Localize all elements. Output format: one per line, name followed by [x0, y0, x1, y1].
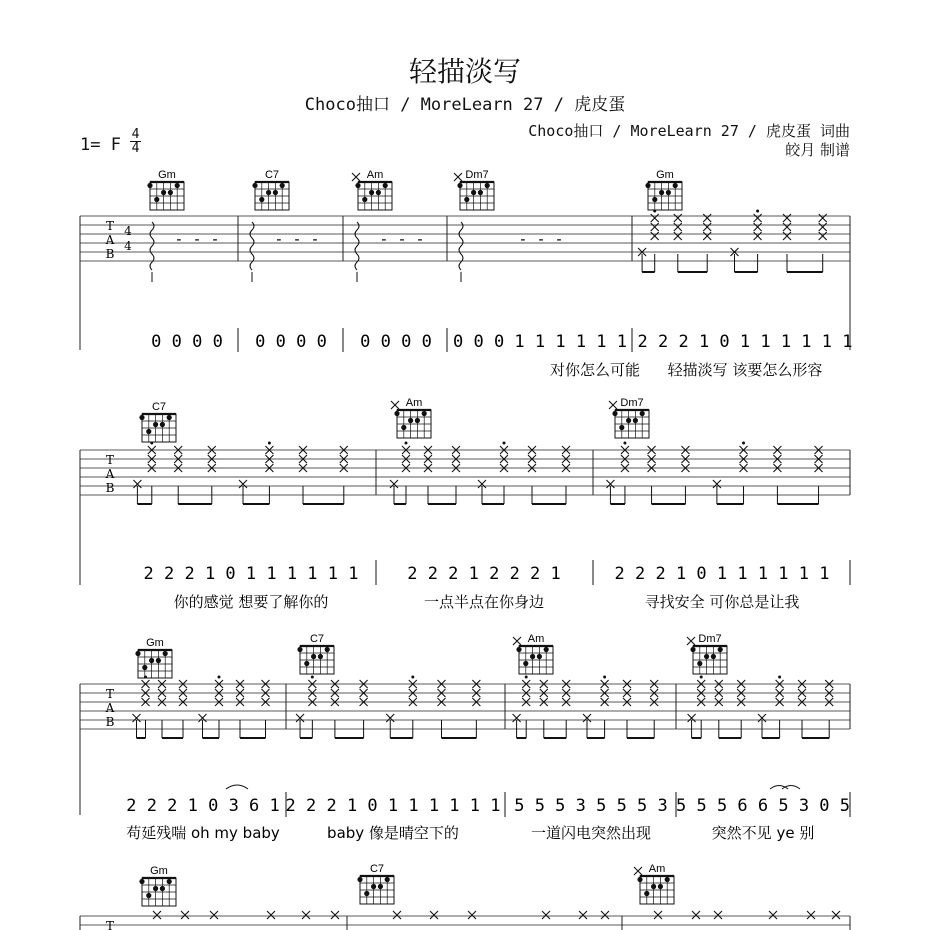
chord-finger-dot	[697, 661, 702, 666]
chord-finger-dot	[637, 877, 642, 882]
strum-x-mark	[654, 911, 662, 919]
accent-dot	[603, 676, 606, 679]
chord-finger-dot	[640, 411, 645, 416]
chord-finger-dot	[146, 429, 151, 434]
accent-dot	[405, 442, 408, 445]
strum-x-mark	[703, 214, 711, 222]
chord-finger-dot	[175, 183, 180, 188]
jianpu-bar: 5 5 5 3 5 5 5 3	[514, 796, 668, 816]
accent-dot	[778, 676, 781, 679]
strum-x-mark	[692, 911, 700, 919]
strum-x-mark	[601, 911, 609, 919]
lyric-line: 轻描淡写 该要怎么形容	[667, 361, 823, 379]
jianpu-bar: 2 2 2 1 0 1 1 1 1 1 1	[614, 564, 830, 584]
strum-x-mark	[674, 223, 682, 231]
chord-finger-dot	[478, 190, 483, 195]
strum-x-mark	[832, 911, 840, 919]
strum-x-mark	[331, 911, 339, 919]
chord-finger-dot	[537, 654, 542, 659]
tab-time-bottom: 4	[124, 239, 132, 253]
chord-finger-dot	[665, 877, 670, 882]
strum-x-mark	[513, 637, 521, 645]
jianpu-bar: 2 2 2 1 0 1 1 1 1 1 1	[637, 332, 853, 352]
strum-x-mark	[687, 637, 695, 645]
strum-x-mark	[153, 911, 161, 919]
tie-arc	[226, 785, 248, 789]
strum-x-mark	[754, 232, 762, 240]
rest-dashes: - - -	[518, 230, 564, 248]
chord-name: Gm	[656, 169, 674, 181]
tab-label-a: A	[105, 701, 115, 715]
chord-finger-dot	[378, 884, 383, 889]
jianpu-bar: 2 2 2 1 0 3 6 1	[126, 796, 280, 816]
strum-x-mark	[579, 911, 587, 919]
chord-finger-dot	[147, 183, 152, 188]
chord-finger-dot	[383, 183, 388, 188]
chord-name: Am	[405, 397, 423, 409]
strum-x-mark	[352, 173, 360, 181]
chord-finger-dot	[690, 647, 695, 652]
chord-finger-dot	[673, 183, 678, 188]
chord-finger-dot	[659, 190, 664, 195]
chord-finger-dot	[408, 418, 413, 423]
rest-dashes: - - -	[274, 230, 320, 248]
strum-x-mark	[819, 214, 827, 222]
accent-dot	[756, 210, 759, 213]
accent-dot	[144, 676, 147, 679]
tab-label-a: A	[105, 467, 115, 481]
strum-x-mark	[819, 232, 827, 240]
chord-finger-dot	[523, 661, 528, 666]
tab-label-a: A	[105, 233, 115, 247]
song-artists: Choco抽口 / MoreLearn 27 / 虎皮蛋	[304, 95, 626, 115]
chord-finger-dot	[658, 884, 663, 889]
arpeggio-wave	[355, 222, 359, 270]
jianpu-bar: 2 2 2 1 0 1 1 1 1 1 1	[143, 564, 359, 584]
chord-finger-dot	[163, 651, 168, 656]
rest-dashes: - - -	[379, 230, 425, 248]
chord-finger-dot	[311, 654, 316, 659]
accent-dot	[700, 676, 703, 679]
strum-x-mark	[634, 867, 642, 875]
tab-label-b: B	[105, 247, 115, 261]
strum-x-mark	[391, 401, 399, 409]
chord-finger-dot	[415, 418, 420, 423]
accent-dot	[525, 676, 528, 679]
tab-label-t: T	[105, 687, 115, 701]
chord-finger-dot	[168, 190, 173, 195]
chord-finger-dot	[252, 183, 257, 188]
chord-finger-dot	[146, 893, 151, 898]
strum-x-mark	[609, 401, 617, 409]
strum-x-mark	[754, 214, 762, 222]
chord-finger-dot	[139, 415, 144, 420]
tab-label-t: T	[105, 219, 115, 233]
accent-dot	[653, 210, 656, 213]
chord-finger-dot	[666, 190, 671, 195]
chord-finger-dot	[612, 411, 617, 416]
lyric-line: 寻找安全 可你总是让我	[644, 593, 800, 611]
chord-finger-dot	[485, 183, 490, 188]
chord-finger-dot	[633, 418, 638, 423]
strum-x-mark	[703, 223, 711, 231]
strum-x-mark	[674, 232, 682, 240]
chord-finger-dot	[422, 411, 427, 416]
chord-finger-dot	[266, 190, 271, 195]
chord-finger-dot	[464, 197, 469, 202]
strum-x-mark	[302, 911, 310, 919]
chord-finger-dot	[652, 197, 657, 202]
lyric-line: 对你怎么可能	[549, 361, 641, 379]
chord-finger-dot	[149, 658, 154, 663]
chord-finger-dot	[718, 647, 723, 652]
strum-x-mark	[393, 911, 401, 919]
chord-name: Gm	[150, 865, 168, 877]
chord-finger-dot	[139, 879, 144, 884]
time-signature-bottom: 4	[131, 141, 140, 156]
chord-finger-dot	[280, 183, 285, 188]
chord-finger-dot	[153, 886, 158, 891]
chord-name: C7	[309, 633, 325, 645]
strum-x-mark	[651, 223, 659, 231]
chord-name: C7	[264, 169, 280, 181]
chord-name: Am	[527, 633, 545, 645]
arpeggio-wave	[150, 222, 154, 270]
chord-finger-dot	[259, 197, 264, 202]
accent-dot	[311, 676, 314, 679]
lyric-line: baby 像是晴空下的	[327, 824, 459, 842]
strum-x-mark	[430, 911, 438, 919]
chord-finger-dot	[369, 190, 374, 195]
jianpu-bar: 0 0 0 1 1 1 1 1 1	[453, 332, 627, 352]
chord-finger-dot	[304, 661, 309, 666]
strum-x-mark	[783, 232, 791, 240]
chord-finger-dot	[645, 183, 650, 188]
jianpu-bar: 0 0 0 0	[255, 332, 327, 352]
strum-x-mark	[542, 911, 550, 919]
strum-x-mark	[783, 214, 791, 222]
strum-x-mark	[674, 214, 682, 222]
jianpu-bar: 2 2 2 1 2 2 2 1	[407, 564, 561, 584]
key-signature: 1= F	[80, 135, 121, 155]
chord-finger-dot	[156, 658, 161, 663]
lyrics-music-credit: Choco抽口 / MoreLearn 27 / 虎皮蛋 词曲	[528, 122, 850, 140]
tab-label-b: B	[105, 715, 115, 729]
chord-finger-dot	[530, 654, 535, 659]
strum-x-mark	[819, 223, 827, 231]
chord-finger-dot	[457, 183, 462, 188]
chord-name: Dm7	[620, 397, 644, 409]
chord-name: Am	[648, 863, 666, 875]
chord-finger-dot	[154, 197, 159, 202]
jianpu-bar: 5 5 5 6 6 5 3 0 5	[676, 796, 850, 816]
chord-finger-dot	[161, 190, 166, 195]
arpeggio-wave	[459, 222, 463, 270]
strum-x-mark	[703, 232, 711, 240]
jianpu-bar: 2 2 2 1 0 1 1 1 1 1 1	[285, 796, 501, 816]
chord-finger-dot	[371, 884, 376, 889]
chord-finger-dot	[355, 183, 360, 188]
strum-x-mark	[267, 911, 275, 919]
chord-finger-dot	[297, 647, 302, 652]
chord-finger-dot	[160, 886, 165, 891]
chord-finger-dot	[318, 654, 323, 659]
tab-time-top: 4	[124, 224, 132, 238]
chord-finger-dot	[385, 877, 390, 882]
accent-dot	[742, 442, 745, 445]
lyric-line: 一道闪电突然出现	[530, 824, 652, 842]
strum-x-mark	[651, 232, 659, 240]
chord-name: Dm7	[698, 633, 722, 645]
chord-finger-dot	[644, 891, 649, 896]
jianpu-bar: 0 0 0 0	[360, 332, 432, 352]
chord-name: Dm7	[465, 169, 489, 181]
strum-x-mark	[181, 911, 189, 919]
accent-dot	[268, 442, 271, 445]
accent-dot	[623, 442, 626, 445]
chord-finger-dot	[135, 651, 140, 656]
chord-name: Gm	[146, 637, 164, 649]
chord-finger-dot	[357, 877, 362, 882]
chord-finger-dot	[544, 647, 549, 652]
chord-finger-dot	[167, 415, 172, 420]
time-signature-top: 4	[131, 127, 140, 142]
lyric-line: 一点半点在你身边	[423, 593, 545, 611]
strum-x-mark	[210, 911, 218, 919]
lyric-line: 你的感觉 想要了解你的	[173, 593, 329, 611]
chord-finger-dot	[704, 654, 709, 659]
strum-x-mark	[651, 214, 659, 222]
strum-x-mark	[754, 223, 762, 231]
chord-finger-dot	[626, 418, 631, 423]
tab-label-b: B	[105, 481, 115, 495]
accent-dot	[218, 676, 221, 679]
jianpu-bar: 0 0 0 0	[151, 332, 223, 352]
chord-finger-dot	[142, 665, 147, 670]
chord-finger-dot	[167, 879, 172, 884]
strum-x-mark	[454, 173, 462, 181]
chord-finger-dot	[273, 190, 278, 195]
lyric-line: 突然不见 ye 别	[711, 824, 815, 842]
accent-dot	[150, 442, 153, 445]
strum-x-mark	[807, 911, 815, 919]
chord-finger-dot	[364, 891, 369, 896]
accent-dot	[503, 442, 506, 445]
strum-x-mark	[783, 223, 791, 231]
chord-finger-dot	[325, 647, 330, 652]
arpeggio-wave	[250, 222, 254, 270]
chord-finger-dot	[516, 647, 521, 652]
rest-dashes: - - -	[174, 230, 220, 248]
lyric-line: 苟延残喘 oh my baby	[126, 824, 280, 842]
chord-name: C7	[151, 401, 167, 413]
tab-label-t: T	[105, 919, 115, 930]
transcriber-credit: 皎月 制谱	[785, 141, 850, 159]
chord-finger-dot	[619, 425, 624, 430]
chord-finger-dot	[711, 654, 716, 659]
strum-x-mark	[769, 911, 777, 919]
chord-finger-dot	[651, 884, 656, 889]
tab-label-t: T	[105, 453, 115, 467]
tie-arc	[770, 786, 800, 790]
chord-name: Am	[366, 169, 384, 181]
accent-dot	[411, 676, 414, 679]
chord-finger-dot	[153, 422, 158, 427]
strum-x-mark	[468, 911, 476, 919]
chord-finger-dot	[362, 197, 367, 202]
chord-finger-dot	[471, 190, 476, 195]
chord-finger-dot	[401, 425, 406, 430]
chord-finger-dot	[376, 190, 381, 195]
chord-name: C7	[369, 863, 385, 875]
chord-finger-dot	[394, 411, 399, 416]
strum-x-mark	[714, 911, 722, 919]
chord-name: Gm	[158, 169, 176, 181]
song-title: 轻描淡写	[408, 55, 521, 88]
chord-finger-dot	[160, 422, 165, 427]
